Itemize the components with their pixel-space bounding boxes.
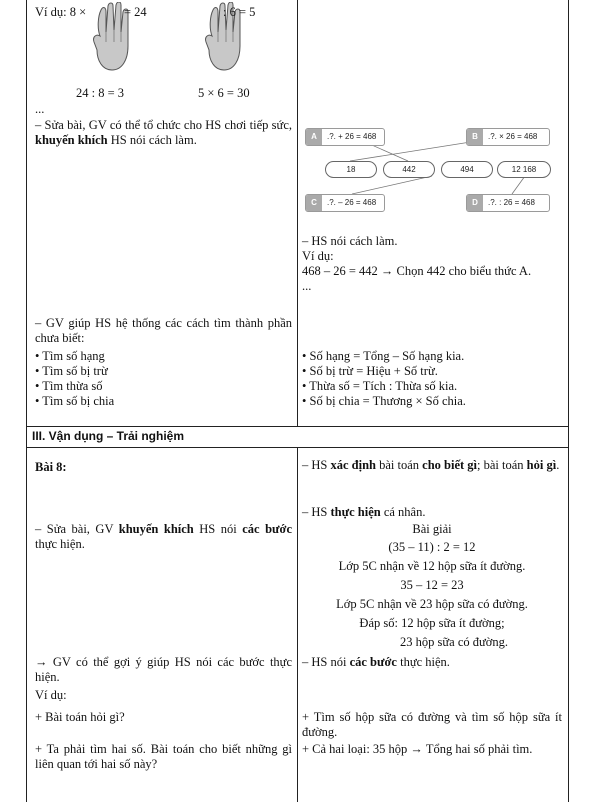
hint-text: → GV có thể gợi ý giúp HS nói các bước thực hiện. xyxy=(35,655,292,684)
rule-item: • Số bị trừ = Hiệu + Số trừ. xyxy=(302,364,438,378)
rule-item: • Số hạng = Tổng – Số hạng kia. xyxy=(302,349,465,363)
answer-1: + Tìm số hộp sữa có đường và tìm số hộp sữa ít đường. xyxy=(302,710,562,739)
rule-item: • Số bị chia = Thương × Số chia. xyxy=(302,394,466,408)
ellipsis: ... xyxy=(35,102,45,116)
steps-text: – HS nói các bước thực hiện. xyxy=(302,655,450,669)
solution-line: (35 – 11) : 2 = 12 xyxy=(388,540,476,554)
relay-game-text: – Sửa bài, GV có thể tổ chức cho HS chơi tiếp sức, khuyến khích HS nói cách làm. xyxy=(35,118,292,147)
section-rule-bottom xyxy=(26,447,568,448)
equation-5-times-6: 5 × 6 = 30 xyxy=(198,86,250,100)
ellipsis-right: ... xyxy=(302,279,312,293)
question-1: + Bài toán hỏi gì? xyxy=(35,710,125,724)
answer-2: + Cả hai loại: 35 hộp → Tổng hai số phải tìm. xyxy=(302,742,533,756)
hs-say-text: – HS nói cách làm. xyxy=(302,234,398,248)
example-label-right: Ví dụ: xyxy=(302,249,334,263)
answer-oval: 494 xyxy=(441,161,493,178)
answer-oval: 18 xyxy=(325,161,377,178)
calc-text: 468 – 26 = 442 → Chọn 442 cho biểu thức A. xyxy=(302,264,532,278)
answer-oval: 442 xyxy=(383,161,435,178)
find-item: • Tìm số bị trừ xyxy=(35,364,108,378)
identify-text: – HS xác định bài toán cho biết gì; bài toán hỏi gì. xyxy=(302,458,560,472)
section-title: III. Vận dụng – Trải nghiệm xyxy=(32,429,185,443)
equation-24-div-8: 24 : 8 = 3 xyxy=(76,86,125,100)
question-2: + Ta phải tìm hai số. Bài toán cho biết những gì liên quan tới hai số này? xyxy=(35,742,292,771)
fix-steps-text: – Sửa bài, GV khuyến khích HS nói các bước thực hiện. xyxy=(35,522,293,551)
solution-line: 23 hộp sữa có đường. xyxy=(400,635,508,649)
find-item: • Tìm số bị chia xyxy=(35,394,115,408)
expression-box-a: A .?. + 26 = 468 xyxy=(305,128,385,146)
matching-lines xyxy=(0,0,600,220)
expression-box-c: C .?. – 26 = 468 xyxy=(305,194,385,212)
solution-line: Lớp 5C nhận về 12 hộp sữa ít đường. xyxy=(338,559,526,573)
example-result-2: : 6 = 5 xyxy=(223,5,256,19)
answer-oval: 12 168 xyxy=(497,161,551,178)
example-label-bai8: Ví dụ: xyxy=(35,688,67,702)
do-individually-text: – HS thực hiện cá nhân. xyxy=(302,505,426,519)
table-column-divider xyxy=(297,447,298,802)
exercise-title: Bài 8: xyxy=(35,460,67,474)
solution-line: Đáp số: 12 hộp sữa ít đường; xyxy=(359,616,505,630)
rule-item: • Thừa số = Tích : Thừa số kia. xyxy=(302,379,458,393)
system-text: – GV giúp HS hệ thống các cách tìm thành phần chưa biết: xyxy=(35,316,292,345)
expression-box-b: B .?. × 26 = 468 xyxy=(466,128,550,146)
find-item: • Tìm số hạng xyxy=(35,349,105,363)
solution-line: Lớp 5C nhận về 23 hộp sữa có đường. xyxy=(336,597,528,611)
example-result-1: = 24 xyxy=(124,5,147,19)
solution-line: 35 – 12 = 23 xyxy=(400,578,464,592)
example-label: Ví dụ: 8 × xyxy=(35,5,87,19)
find-item: • Tìm thừa số xyxy=(35,379,103,393)
solution-line: Bài giải xyxy=(412,522,452,536)
expression-box-d: D .?. : 26 = 468 xyxy=(466,194,550,212)
